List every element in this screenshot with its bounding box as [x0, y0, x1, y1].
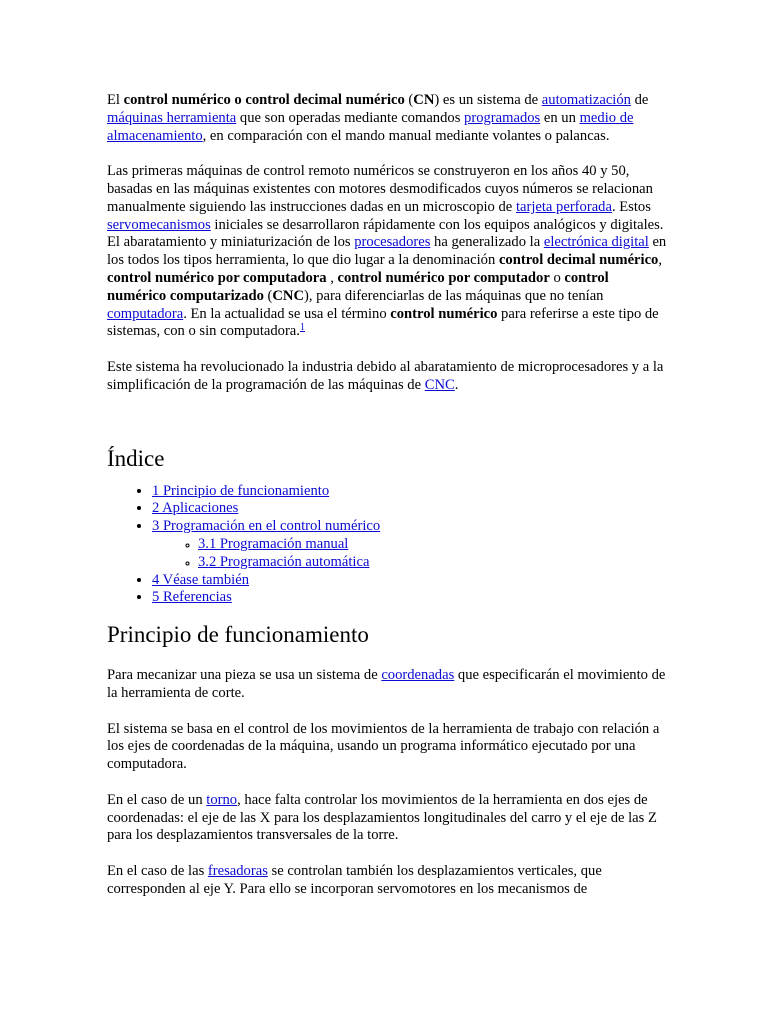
- bold-term: control numérico por computadora: [107, 269, 327, 286]
- text: que especificarán el movimiento de la herramienta de corte.: [107, 667, 666, 701]
- link-torno[interactable]: torno: [206, 791, 238, 808]
- footnote-ref-1[interactable]: 1: [299, 322, 305, 334]
- link-medio-de-almacenamiento[interactable]: medio de almacenamiento: [107, 109, 634, 144]
- toc-item: [152, 483, 668, 501]
- text: o: [549, 269, 565, 286]
- section-paragraph-2: [107, 721, 668, 774]
- section-paragraph-1: [107, 667, 668, 703]
- text: Las primeras máquinas de control remoto numéricos se construyeron en los años 40 y 50, basadas en las máquinas existentes con motores desmodificados cuyos números se relacionan manualmente siguiendo las instrucciones dadas en un microscopio de: [107, 163, 653, 215]
- toc-link-programacion-manual[interactable]: 3.1 Programación manual: [198, 535, 349, 552]
- text: , en comparación con el mando manual mediante volantes o palancas.: [202, 127, 610, 144]
- bold-term: CN: [413, 92, 435, 108]
- link-maquinas-herramienta[interactable]: máquinas herramienta: [107, 109, 237, 126]
- toc-link-aplicaciones[interactable]: 2 Aplicaciones: [152, 500, 239, 517]
- text: Para mecanizar una pieza se usa un sistema de: [107, 667, 382, 684]
- text: Este sistema ha revolucionado la industria debido al abaratamiento de microprocesadores y a la simplificación de la programación de las máquinas de: [107, 358, 664, 393]
- text: (: [263, 287, 273, 304]
- text: ,: [658, 252, 663, 269]
- text: El sistema se basa en el control de los movimientos de la herramienta de trabajo con relación a los ejes de coordenadas de la máquina, usando un programa informático ejecutado por una computadora.: [107, 720, 660, 773]
- text: En el caso de un: [107, 791, 207, 808]
- section-title: Principio de funcionamiento: [107, 622, 369, 648]
- toc-item: [152, 572, 668, 590]
- bold-term: control numérico o control decimal numérico: [123, 92, 405, 108]
- text: ) es un sistema de: [434, 92, 542, 108]
- text: . Estos: [611, 198, 651, 215]
- link-electronica-digital[interactable]: electrónica digital: [543, 234, 649, 251]
- toc-list: [107, 483, 668, 608]
- text: ha generalizado la: [430, 234, 544, 251]
- link-fresadoras[interactable]: fresadoras: [207, 862, 268, 879]
- bold-term: control numérico: [390, 305, 498, 322]
- link-tarjeta-perforada[interactable]: tarjeta perforada: [515, 198, 612, 215]
- toc-link-vease-tambien[interactable]: 4 Véase también: [152, 571, 249, 588]
- link-coordenadas[interactable]: coordenadas: [381, 667, 455, 684]
- toc-sublist: [152, 536, 668, 572]
- text: de: [630, 92, 649, 108]
- toc-link-principio[interactable]: 1 Principio de funcionamiento: [152, 482, 330, 499]
- text: iniciales se desarrollaron rápidamente con los equipos analógicos y digitales. El abaratamiento y miniaturización de los: [107, 216, 664, 251]
- bold-term: control decimal numérico: [498, 252, 659, 269]
- text: , hace falta controlar los movimientos de la herramienta en dos ejes de coordenadas: el eje de las X para los desplazamientos longitudinales del carro y el eje de las Z para los desplazamientos transversales de la torre.: [107, 791, 657, 844]
- text: en los todos los tipos herramienta, lo que dio lugar a la denominación: [107, 234, 667, 269]
- link-cnc[interactable]: CNC: [424, 376, 455, 393]
- link-servomecanismos[interactable]: servomecanismos: [107, 216, 211, 233]
- toc-link-programacion-automatica[interactable]: 3.2 Programación automática: [198, 553, 370, 570]
- section-paragraph-4: [107, 863, 668, 899]
- text: se controlan también los desplazamientos verticales, que corresponden al eje Y. Para ello se incorporan servomotores en los mecanismos de: [107, 862, 602, 897]
- text: . En la actualidad se usa el término: [183, 305, 391, 322]
- toc-link-programacion[interactable]: 3 Programación en el control numérico: [152, 518, 381, 535]
- section-paragraph-3: [107, 792, 668, 845]
- bold-term: control numérico por computador: [337, 269, 550, 286]
- toc-title: Índice: [107, 445, 165, 471]
- text: .: [454, 376, 459, 393]
- link-programados[interactable]: programados: [464, 109, 541, 126]
- link-procesadores[interactable]: procesadores: [354, 234, 431, 251]
- text: ,: [326, 269, 338, 286]
- link-automatizacion[interactable]: automatización: [541, 92, 631, 108]
- intro-paragraph-3: [107, 359, 668, 395]
- toc-subitem: [198, 554, 668, 572]
- text: para referirse a este tipo de sistemas, con o sin computadora.: [107, 305, 659, 340]
- toc-link-referencias[interactable]: 5 Referencias: [152, 589, 232, 606]
- toc-subitem: [198, 536, 668, 554]
- text: en un: [540, 109, 580, 126]
- text: El: [107, 92, 124, 108]
- text: En el caso de las: [107, 862, 208, 879]
- bold-term: CNC: [272, 287, 305, 304]
- text: ), para diferenciarlas de las máquinas que no tenían: [304, 287, 604, 304]
- toc-item: [152, 518, 668, 571]
- text: que son operadas mediante comandos: [236, 109, 465, 126]
- link-computadora[interactable]: computadora: [107, 305, 184, 322]
- bold-term: control numérico computarizado: [107, 269, 609, 304]
- text: (: [404, 92, 414, 108]
- toc-item: [152, 589, 668, 607]
- intro-paragraph-1: [107, 92, 668, 145]
- toc-item: [152, 500, 668, 518]
- intro-paragraph-2: [107, 163, 668, 341]
